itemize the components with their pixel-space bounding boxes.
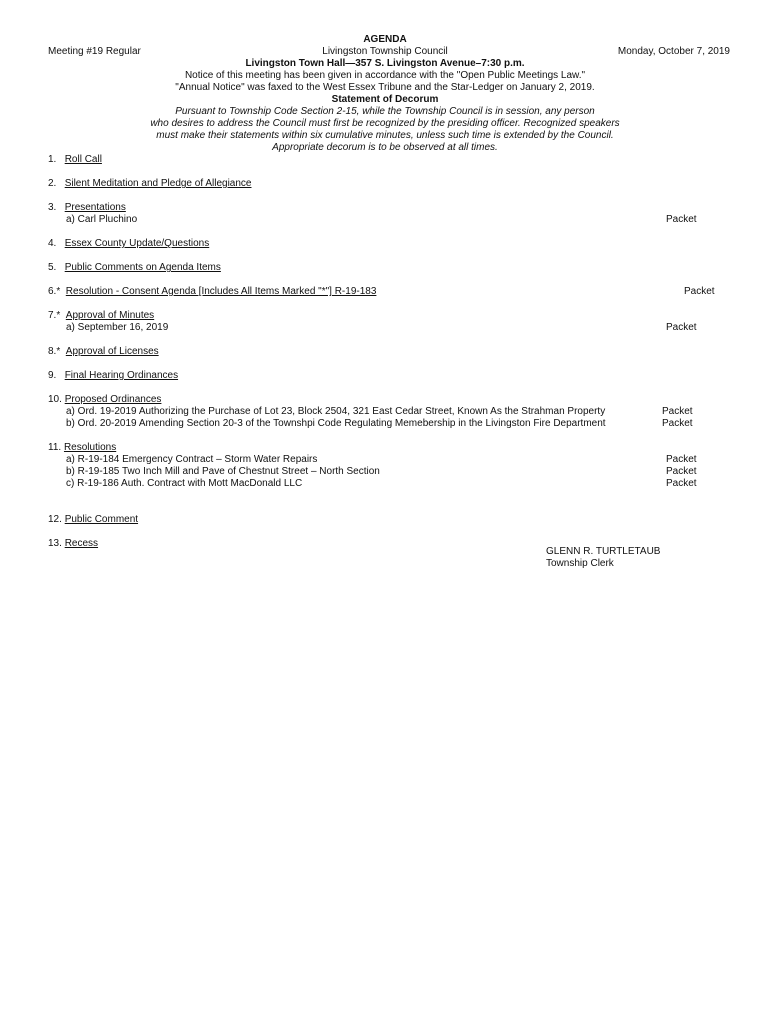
decorum-line-3: must make their statements within six cumulative minutes, unless such time is extended by the Council. [156, 130, 614, 141]
item-number: 11. [48, 442, 62, 453]
agenda-item [48, 442, 728, 490]
meeting-number: Meeting #19 Regular [48, 46, 141, 57]
sub-item [48, 466, 728, 478]
decorum-line-1: Pursuant to Township Code Section 2-15, while the Township Council is in session, any person [175, 106, 595, 117]
agenda-item [48, 238, 728, 250]
sub-item [48, 322, 728, 334]
item-title: Approval of Licenses [65, 346, 159, 357]
agenda-item [48, 178, 728, 190]
packet-label: Packet [666, 466, 697, 477]
agenda-item [48, 310, 728, 334]
council-name: Livingston Township Council [322, 46, 448, 57]
packet-label: Packet [662, 418, 693, 429]
decorum-line-4: Appropriate decorum is to be observed at all times. [272, 142, 498, 153]
packet-label: Packet [666, 478, 697, 489]
notice-line-1: Notice of this meeting has been given in accordance with the "Open Public Meetings Law." [184, 70, 586, 81]
item-title: Recess [64, 538, 99, 549]
sub-item-text: a) Ord. 19-2019 Authorizing the Purchase of Lot 23, Block 2504, 321 East Cedar Street, Known As the Strahman Property [66, 406, 606, 417]
agenda-item [48, 346, 728, 358]
item-number: 1. [48, 154, 57, 165]
meeting-date: Monday, October 7, 2019 [617, 46, 730, 57]
item-title: Public Comments on Agenda Items [64, 262, 221, 273]
agenda-item [48, 286, 728, 298]
item-title: Essex County Update/Questions [64, 238, 210, 249]
item-number: 4. [48, 238, 57, 249]
agenda-item [48, 514, 728, 526]
sub-item-text: a) September 16, 2019 [66, 322, 169, 333]
item-number: 6.* [48, 286, 61, 297]
item-title: Proposed Ordinances [64, 394, 162, 405]
item-number: 10. [48, 394, 62, 405]
agenda-items [48, 154, 728, 562]
sub-item [48, 406, 728, 418]
item-number: 9. [48, 370, 57, 381]
packet-label: Packet [666, 454, 697, 465]
agenda-item [48, 370, 728, 382]
agenda-item [48, 202, 728, 226]
notice-line-2: "Annual Notice" was faxed to the West Essex Tribune and the Star-Ledger on January 2, 2019. [175, 82, 595, 93]
sub-item [48, 418, 728, 430]
sub-item [48, 478, 728, 490]
item-number: 3. [48, 202, 57, 213]
sub-item-text: c) R-19-186 Auth. Contract with Mott MacDonald LLC [66, 478, 303, 489]
item-number: 8.* [48, 346, 61, 357]
clerk-signature-block [546, 546, 660, 570]
sub-item-text: b) R-19-185 Two Inch Mill and Pave of Chestnut Street – North Section [66, 466, 380, 477]
item-number: 2. [48, 178, 57, 189]
item-number: 12. [48, 514, 62, 525]
packet-label: Packet [662, 406, 693, 417]
item-title: Public Comment [64, 514, 139, 525]
packet-label: Packet [666, 322, 697, 333]
item-number: 7.* [48, 310, 61, 321]
decorum-title: Statement of Decorum [331, 94, 439, 105]
clerk-role: Township Clerk [546, 558, 614, 569]
item-title: Silent Meditation and Pledge of Allegiance [64, 178, 252, 189]
agenda-item [48, 394, 728, 430]
agenda-title: AGENDA [363, 34, 407, 45]
clerk-name: GLENN R. TURTLETAUB [546, 546, 661, 557]
item-title: Resolutions [63, 442, 117, 453]
decorum-line-2: who desires to address the Council must first be recognized by the presiding officer. Recognized speakers [150, 118, 620, 129]
item-number: 5. [48, 262, 57, 273]
item-title: Approval of Minutes [65, 310, 155, 321]
sub-item-text: a) Carl Pluchino [66, 214, 138, 225]
sub-item [48, 214, 728, 226]
item-title: Presentations [64, 202, 126, 213]
agenda-item [48, 154, 728, 166]
sub-item [48, 454, 728, 466]
item-title: Final Hearing Ordinances [64, 370, 179, 381]
meeting-location: Livingston Town Hall—357 S. Livingston Avenue–7:30 p.m. [245, 58, 525, 69]
sub-item-text: b) Ord. 20-2019 Amending Section 20-3 of the Townshpi Code Regulating Memebership in the Livingston Fire Department [66, 418, 606, 429]
packet-label: Packet [666, 214, 697, 225]
packet-label: Packet [684, 286, 715, 297]
item-number: 13. [48, 538, 62, 549]
item-title: Resolution - Consent Agenda [Includes All Items Marked "*"] R-19-183 [65, 286, 377, 297]
sub-item-text: a) R-19-184 Emergency Contract – Storm Water Repairs [66, 454, 318, 465]
agenda-item [48, 262, 728, 274]
item-title: Roll Call [64, 154, 102, 165]
